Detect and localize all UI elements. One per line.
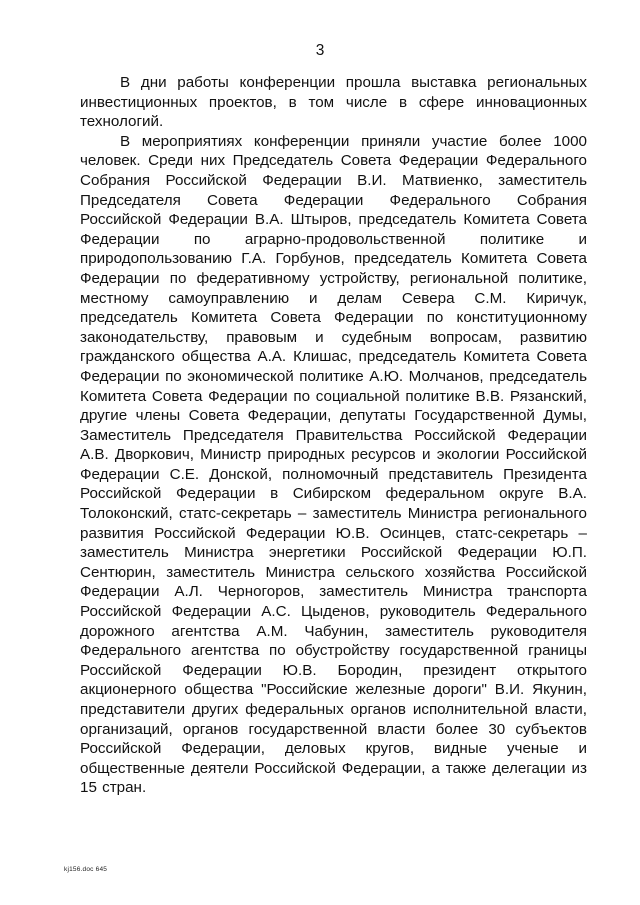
page-number: 3 [315, 42, 325, 59]
paragraph-participants: В мероприятиях конференции приняли участие более 1000 человек. Среди них Председатель Совета Федерации Федерального Собрания Российской Федерации В.И. Матвиенко, заместитель Председателя Совета Федерации Федерального Собрания Российской Федерации В.А. Штыров, председатель Комитета Совета Федерации по аграрно-продовольственной политике и природопользованию Г.А. Горбунов, председатель Комитета Совета Федерации по федеративному устройству, региональной политике, местному самоуправлению и делам Севера С.М. Киричук, председатель Комитета Совета Федерации по конституционному законодательству, правовым и судебным вопросам, развитию гражданского общества А.А. Клишас, председатель Комитета Совета Федерации по экономической политике А.Ю. Молчанов, председатель Комитета Совета Федерации по социальной политике В.В. Рязанский, другие члены Совета Федерации, депутаты Государственной Думы, Заместитель Председателя Правительства Российской Федерации А.В. Дворкович, Министр природных ресурсов и экологии Российской Федерации С.Е. Донской, полномочный представитель Президента Российской Федерации в Сибирском федеральном округе В.А. Толоконский, статс-секретарь – заместитель Министра регионального развития Российской Федерации Ю.В. Осинцев, статс-секретарь – заместитель Министра энергетики Российской Федерации Ю.П. Сентюрин, заместитель Министра сельского хозяйства Российской Федерации А.Л. Черногоров, заместитель Министра транспорта Российской Федерации А.С. Цыденов, руководитель Федерального дорожного агентства А.М. Чабунин, заместитель руководителя Федерального агентства по обустройству государственной границы Российской Федерации Ю.В. Бородин, президент открытого акционерного общества "Российские железные дороги" В.И. Якунин, представители других федеральных органов исполнительной власти, организаций, органов государственной власти более 30 субъектов Российской Федерации, деловых кругов, видные ученые и общественные деятели Российской Федерации, а также делегации из 15 стран. [80, 132, 587, 797]
paragraph-exhibition: В дни работы конференции прошла выставка региональных инвестиционных проектов, в том числе в сфере инновационных технологий. [80, 74, 587, 131]
file-footer: kj156.doc 645 [64, 866, 108, 873]
document-body [80, 73, 587, 798]
